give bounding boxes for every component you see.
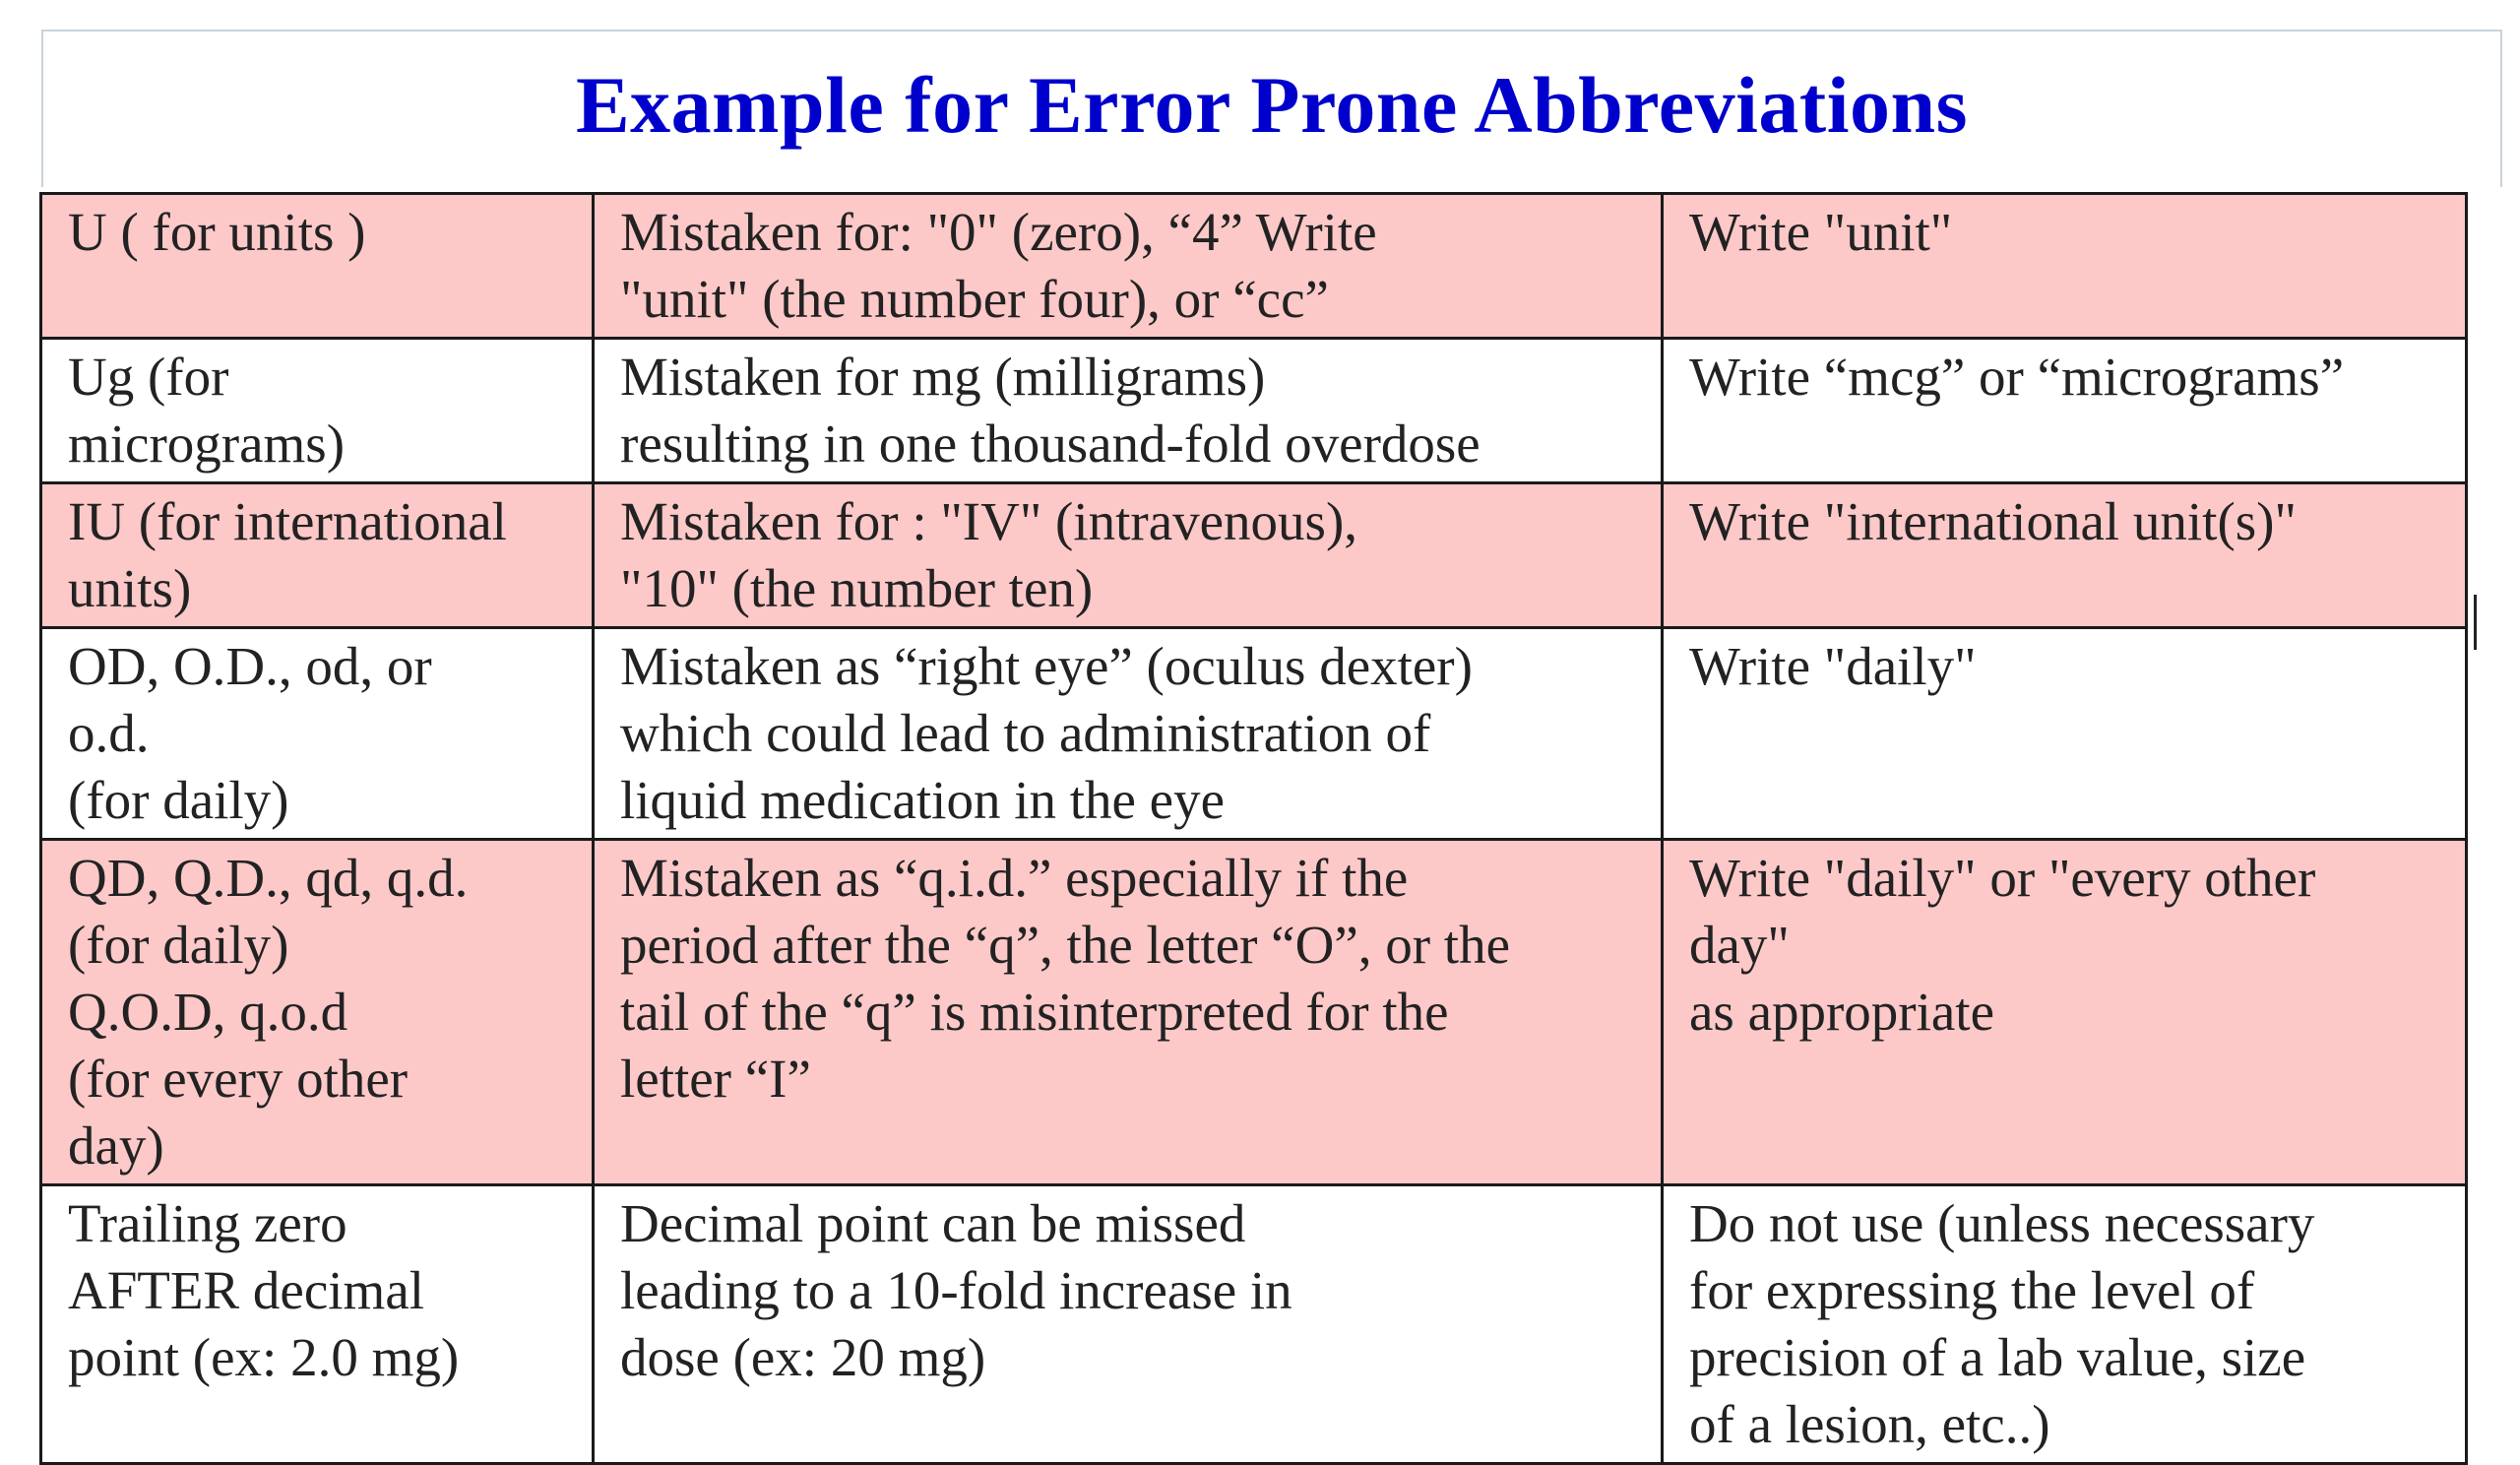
recommendation-cell: Write "unit" [1663,194,2467,339]
abbreviations-table [39,192,2468,1465]
recommendation-cell: Write "international unit(s)" [1663,483,2467,628]
abbreviation-cell: IU (for international units) [41,483,594,628]
table-row [41,483,2467,628]
recommendation-cell: Write “mcg” or “micrograms” [1663,339,2467,483]
table-row [41,840,2467,1185]
table-row [41,339,2467,483]
text-cursor [2474,595,2477,650]
problem-cell: Mistaken as “right eye” (oculus dexter) which could lead to administration of liquid medication in the eye [594,628,1663,840]
recommendation-cell: Do not use (unless necessary for expressing the level of precision of a lab value, size of a lesion, etc..) [1663,1185,2467,1464]
title-box [41,30,2502,187]
problem-cell: Mistaken as “q.i.d.” especially if the period after the “q”, the letter “O”, or the tail of the “q” is misinterpreted for the letter “I” [594,840,1663,1185]
problem-cell: Mistaken for mg (milligrams) resulting in one thousand-fold overdose [594,339,1663,483]
slide [39,30,2506,1454]
abbreviation-cell: U ( for units ) [41,194,594,339]
problem-cell: Decimal point can be missed leading to a 10-fold increase in dose (ex: 20 mg) [594,1185,1663,1464]
page-title: Example for Error Prone Abbreviations [575,60,1969,150]
abbreviation-cell: Trailing zero AFTER decimal point (ex: 2.0 mg) [41,1185,594,1464]
table-row [41,628,2467,840]
table-row [41,1185,2467,1464]
abbreviation-cell: Ug (for micrograms) [41,339,594,483]
table-row [41,194,2467,339]
abbreviation-cell: QD, Q.D., qd, q.d. (for daily) Q.O.D, q.o.d (for every other day) [41,840,594,1185]
recommendation-cell: Write "daily" or "every other day" as appropriate [1663,840,2467,1185]
recommendation-cell: Write "daily" [1663,628,2467,840]
problem-cell: Mistaken for : "IV" (intravenous), "10" (the number ten) [594,483,1663,628]
problem-cell: Mistaken for: "0" (zero), “4” Write "unit" (the number four), or “cc” [594,194,1663,339]
abbreviation-cell: OD, O.D., od, or o.d. (for daily) [41,628,594,840]
